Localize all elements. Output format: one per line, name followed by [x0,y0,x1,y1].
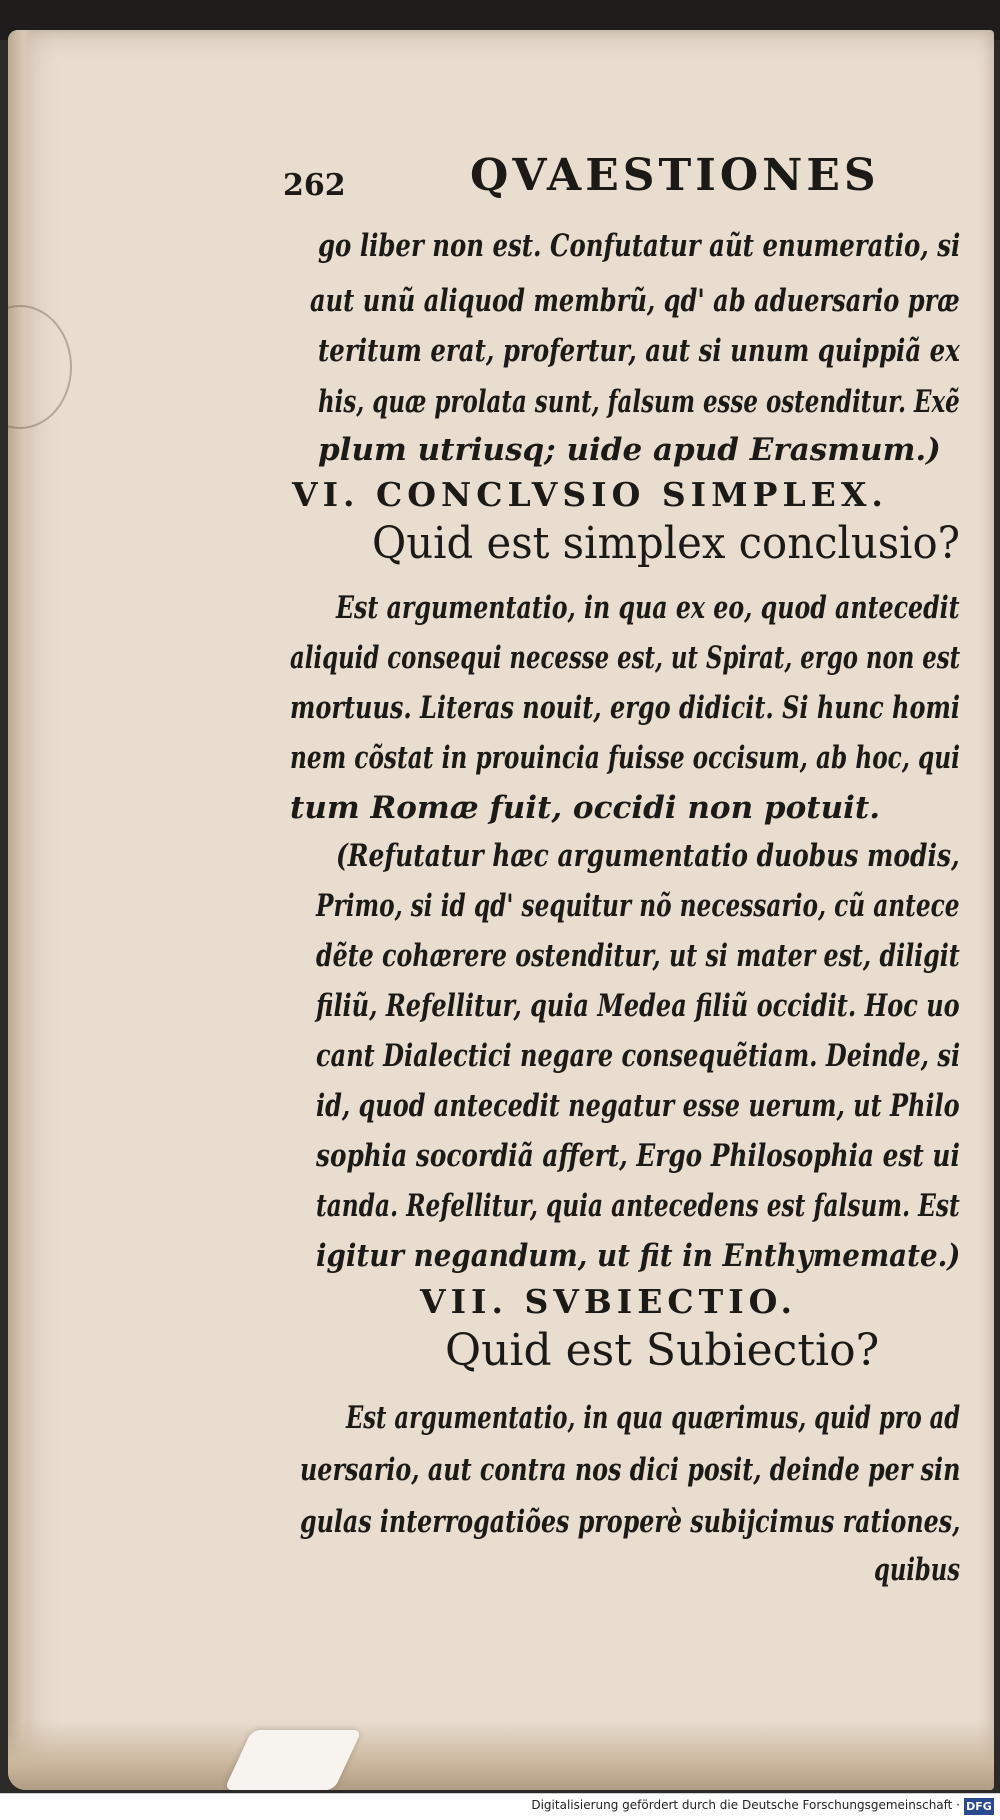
page-gutter-shadow [8,30,34,1790]
text-line: nem cõstat in prouincia fuisse occisum, ab hoc, qui [290,740,960,776]
question-vi: Quid est simplex conclusio? [372,518,961,569]
text-line: gulas interrogatiões properè subijcimus rationes, [300,1504,961,1540]
text-line: Est argumentatio, in qua quærimus, quid pro ad [346,1400,961,1436]
text-line: id, quod antecedit negatur esse uerum, ut Philo [316,1088,960,1124]
text-line: tanda. Refellitur, quia antecedens est falsum. Est [316,1188,960,1224]
text-line: Est argumentatio, in qua ex eo, quod antecedit [336,590,960,626]
catchword: quibus [874,1552,961,1588]
running-head: QVAESTIONES [470,150,880,201]
question-vii: Quid est Subiectio? [445,1325,880,1376]
text-line: igitur negandum, ut fit in Enthymemate.) [316,1238,961,1274]
text-line: cant Dialectici negare consequẽtiam. Deinde, si [316,1038,961,1074]
funding-notice: Digitalisierung gefördert durch die Deutsche Forschungsgemeinschaft · [531,1798,960,1812]
text-line: aliquid consequi necesse est, ut Spirat, ergo non est [290,640,961,676]
text-line: Primo, si id qd' sequitur nõ necessario, cũ antece [316,888,960,924]
dfg-logo: DFG [964,1798,994,1815]
text-line: his, quæ prolata sunt, falsum esse ostenditur. Exẽ [318,384,960,420]
text-line: aut unũ aliquod membrũ, qd' ab aduersario præ [310,283,960,319]
page-number: 262 [283,168,346,203]
binding-mark [8,305,72,429]
section-heading-vii: VII. SVBIECTIO. [420,1282,797,1321]
text-line: uersario, aut contra nos dici posit, deinde per sin [300,1452,961,1488]
section-heading-vi: VI. CONCLVSIO SIMPLEX. [292,475,888,514]
text-line: go liber non est. Confutatur aũt enumeratio, si [318,228,961,264]
text-line: plum utriusq; uide apud Erasmum.) [318,432,941,468]
text-line: teritum erat, profertur, aut si unum quippiã ex [318,333,960,369]
page-bottom-edge [8,1720,994,1790]
text-line: (Refutatur hæc argumentatio duobus modis, [336,838,960,874]
text-line: tum Romæ fuit, occidi non potuit. [290,790,881,826]
footer-bar [0,1793,1000,1820]
text-line: mortuus. Literas nouit, ergo didicit. Si hunc homi [290,690,960,726]
text-line: dẽte cohærere ostenditur, ut si mater est, diligit [316,938,960,974]
text-line: sophia socordiã affert, Ergo Philosophia est ui [316,1138,960,1174]
text-line: filiũ, Refellitur, quia Medea filiũ occidit. Hoc uo [316,988,960,1024]
